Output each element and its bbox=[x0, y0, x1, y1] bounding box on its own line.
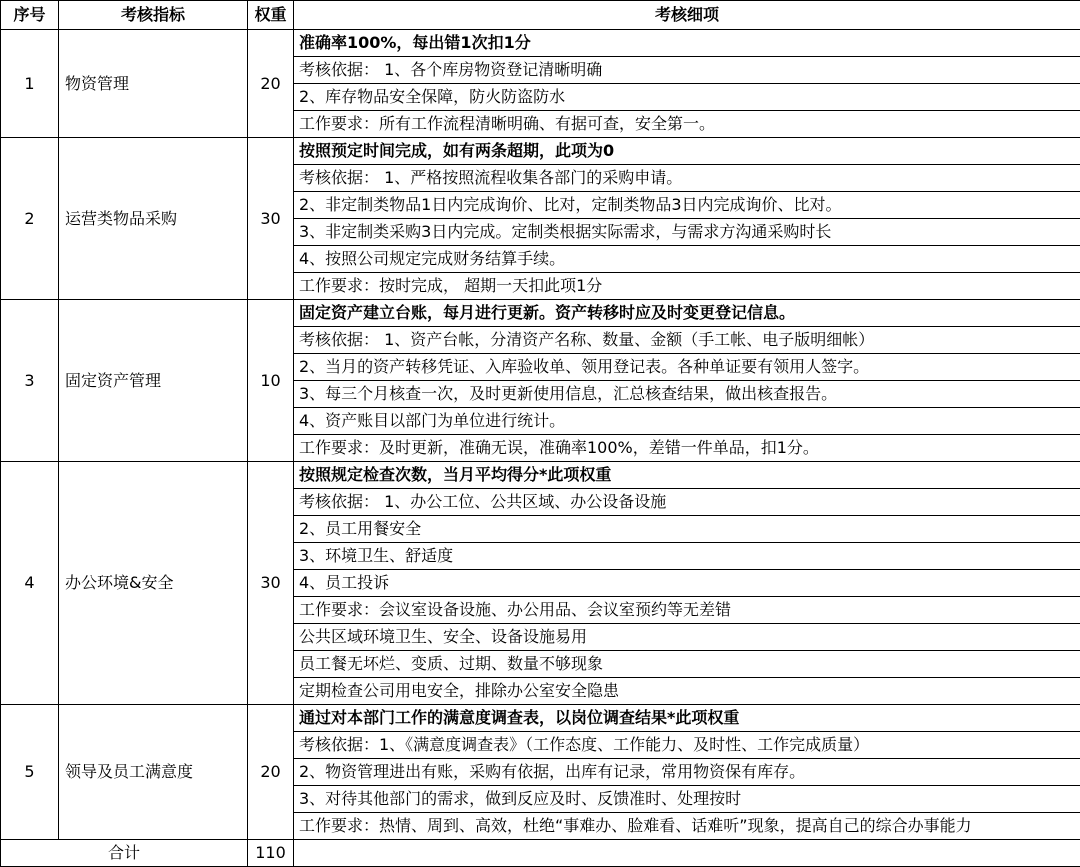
detail-cell[interactable]: 工作要求：及时更新，准确无误，准确率100%，差错一件单品，扣1分。 bbox=[294, 435, 1080, 462]
header-weight[interactable]: 权重 bbox=[248, 1, 294, 30]
row-number-cell[interactable]: 3 bbox=[1, 300, 59, 462]
detail-cell[interactable]: 员工餐无坏烂、变质、过期、数量不够现象 bbox=[294, 651, 1080, 678]
row-number-cell[interactable]: 4 bbox=[1, 462, 59, 705]
detail-cell[interactable]: 准确率100%，每出错1次扣1分 bbox=[294, 30, 1080, 57]
detail-cell[interactable]: 3、环境卫生、舒适度 bbox=[294, 543, 1080, 570]
detail-cell[interactable]: 固定资产建立台账，每月进行更新。资产转移时应及时变更登记信息。 bbox=[294, 300, 1080, 327]
weight-cell[interactable]: 30 bbox=[248, 462, 294, 705]
detail-cell[interactable]: 3、非定制类采购3日内完成。定制类根据实际需求，与需求方沟通采购时长 bbox=[294, 219, 1080, 246]
detail-cell[interactable]: 按照规定检查次数，当月平均得分*此项权重 bbox=[294, 462, 1080, 489]
detail-cell[interactable]: 考核依据：1、《满意度调查表》（工作态度、工作能力、及时性、工作完成质量） bbox=[294, 732, 1080, 759]
indicator-cell[interactable]: 办公环境&安全 bbox=[59, 462, 248, 705]
detail-cell[interactable]: 2、库存物品安全保障，防火防盗防水 bbox=[294, 84, 1080, 111]
table-row bbox=[1, 300, 1080, 327]
row-number-cell[interactable]: 1 bbox=[1, 30, 59, 138]
weight-cell[interactable]: 20 bbox=[248, 705, 294, 840]
indicator-cell[interactable]: 运营类物品采购 bbox=[59, 138, 248, 300]
detail-cell[interactable]: 4、资产账目以部门为单位进行统计。 bbox=[294, 408, 1080, 435]
total-weight[interactable]: 110 bbox=[248, 840, 294, 867]
detail-cell[interactable]: 定期检查公司用电安全，排除办公室安全隐患 bbox=[294, 678, 1080, 705]
detail-cell[interactable]: 2、员工用餐安全 bbox=[294, 516, 1080, 543]
header-indicator[interactable]: 考核指标 bbox=[59, 1, 248, 30]
table-row bbox=[1, 462, 1080, 489]
detail-cell[interactable]: 工作要求：所有工作流程清晰明确、有据可查，安全第一。 bbox=[294, 111, 1080, 138]
detail-cell[interactable]: 考核依据： 1、资产台帐，分清资产名称、数量、金额（手工帐、电子版明细帐） bbox=[294, 327, 1080, 354]
detail-cell[interactable]: 公共区域环境卫生、安全、设备设施易用 bbox=[294, 624, 1080, 651]
total-detail-cell[interactable] bbox=[294, 840, 1080, 867]
detail-cell[interactable]: 考核依据： 1、办公工位、公共区域、办公设备设施 bbox=[294, 489, 1080, 516]
detail-cell[interactable]: 工作要求：按时完成， 超期一天扣此项1分 bbox=[294, 273, 1080, 300]
table-row bbox=[1, 705, 1080, 732]
detail-cell[interactable]: 3、每三个月核查一次，及时更新使用信息，汇总核查结果，做出核查报告。 bbox=[294, 381, 1080, 408]
detail-cell[interactable]: 4、员工投诉 bbox=[294, 570, 1080, 597]
detail-cell[interactable]: 通过对本部门工作的满意度调查表，以岗位调查结果*此项权重 bbox=[294, 705, 1080, 732]
header-detail[interactable]: 考核细项 bbox=[294, 1, 1080, 30]
weight-cell[interactable]: 20 bbox=[248, 30, 294, 138]
detail-cell[interactable]: 2、当月的资产转移凭证、入库验收单、领用登记表。各种单证要有领用人签字。 bbox=[294, 354, 1080, 381]
header-no[interactable]: 序号 bbox=[1, 1, 59, 30]
header-row bbox=[1, 1, 1080, 30]
table-row bbox=[1, 138, 1080, 165]
indicator-cell[interactable]: 物资管理 bbox=[59, 30, 248, 138]
indicator-cell[interactable]: 领导及员工满意度 bbox=[59, 705, 248, 840]
total-row bbox=[1, 840, 1080, 867]
weight-cell[interactable]: 30 bbox=[248, 138, 294, 300]
row-number-cell[interactable]: 5 bbox=[1, 705, 59, 840]
row-number-cell[interactable]: 2 bbox=[1, 138, 59, 300]
detail-cell[interactable]: 考核依据： 1、各个库房物资登记清晰明确 bbox=[294, 57, 1080, 84]
detail-cell[interactable]: 4、按照公司规定完成财务结算手续。 bbox=[294, 246, 1080, 273]
detail-cell[interactable]: 2、物资管理进出有账，采购有依据，出库有记录，常用物资保有库存。 bbox=[294, 759, 1080, 786]
total-label[interactable]: 合计 bbox=[1, 840, 248, 867]
detail-cell[interactable]: 按照预定时间完成，如有两条超期，此项为0 bbox=[294, 138, 1080, 165]
detail-cell[interactable]: 工作要求：热情、周到、高效，杜绝“事难办、脸难看、话难听”现象，提高自己的综合办事能力 bbox=[294, 813, 1080, 840]
weight-cell[interactable]: 10 bbox=[248, 300, 294, 462]
indicator-cell[interactable]: 固定资产管理 bbox=[59, 300, 248, 462]
table-body bbox=[1, 30, 1080, 840]
detail-cell[interactable]: 考核依据： 1、严格按照流程收集各部门的采购申请。 bbox=[294, 165, 1080, 192]
detail-cell[interactable]: 工作要求：会议室设备设施、办公用品、会议室预约等无差错 bbox=[294, 597, 1080, 624]
table-row bbox=[1, 30, 1080, 57]
detail-cell[interactable]: 2、非定制类物品1日内完成询价、比对，定制类物品3日内完成询价、比对。 bbox=[294, 192, 1080, 219]
detail-cell[interactable]: 3、对待其他部门的需求，做到反应及时、反馈准时、处理按时 bbox=[294, 786, 1080, 813]
